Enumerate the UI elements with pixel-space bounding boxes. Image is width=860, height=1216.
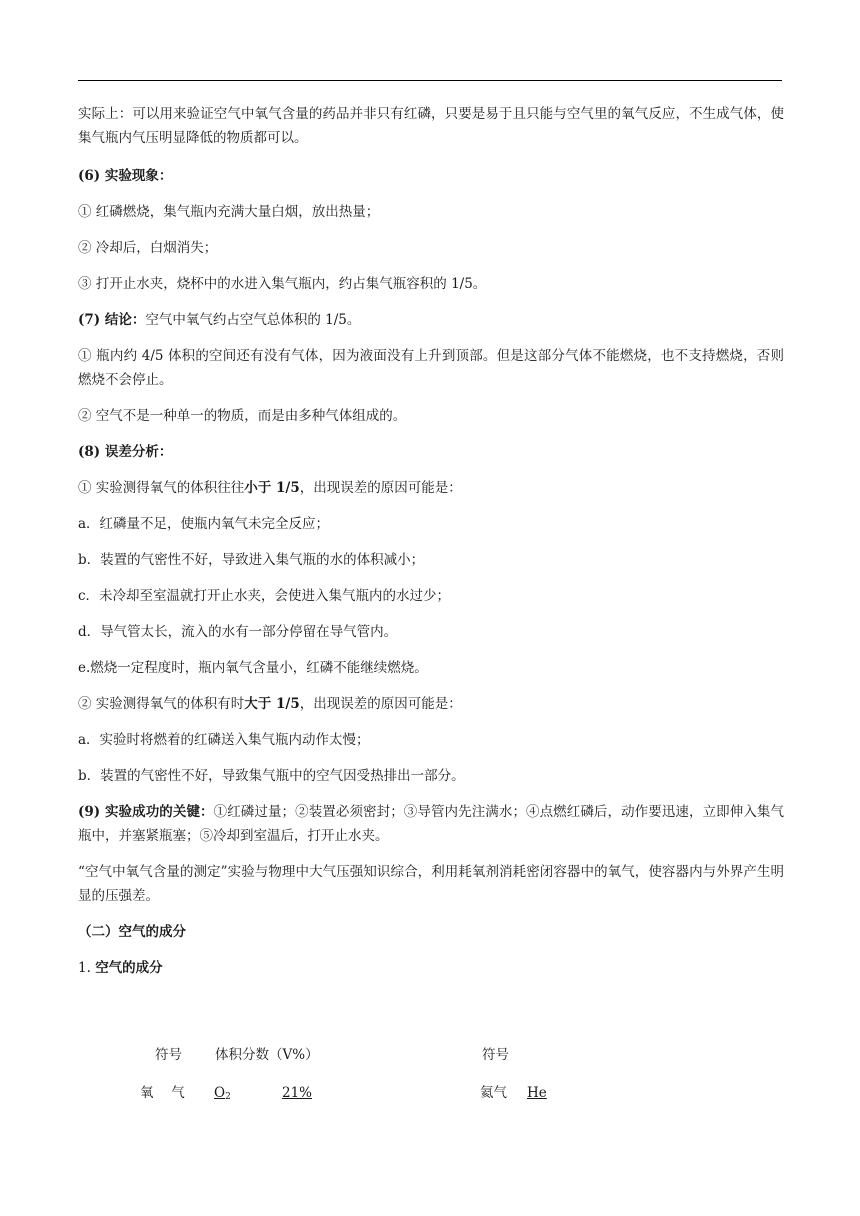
header-rule	[78, 80, 782, 81]
oxygen-symbol-subscript: 2	[225, 1092, 231, 1102]
error-reason-b: b．装置的气密性不好，导致进入集气瓶的水的体积减小；	[78, 552, 425, 568]
conclusion-2: ② 空气不是一种单一的物质，而是由多种气体组成的。	[78, 408, 407, 424]
row-helium-symbol: He	[527, 1085, 547, 1101]
error-more-reason-a: a．实验时将燃着的红磷送入集气瓶内动作太慢；	[78, 732, 370, 748]
row-oxygen-name: 氧 气	[140, 1085, 185, 1101]
error-reason-a: a．红磷量不足，使瓶内氧气未完全反应；	[78, 516, 330, 532]
heading-phenomena: (6) 实验现象：	[78, 168, 173, 184]
conclusion-1: ① 瓶内约 4/5 体积的空间还有没有气体，因为液面没有上升到顶部。但是这部分气体不能燃烧，也不支持燃烧，否则燃烧不会停止。	[78, 348, 784, 388]
success-keys	[78, 800, 784, 848]
oxygen-symbol-base: O	[214, 1085, 226, 1101]
document-body	[78, 102, 784, 980]
error-less-key: 小于 1/5	[244, 480, 300, 496]
error-less-suffix: ，出现误差的原因可能是：	[299, 480, 462, 496]
phenomenon-1: ① 红磷燃烧，集气瓶内充满大量白烟，放出热量；	[78, 204, 380, 220]
conclusion-line	[78, 308, 784, 332]
section-heading-air-composition: （二）空气的成分	[78, 924, 186, 940]
error-more-line	[78, 692, 784, 716]
error-more-reason-b: b．装置的气密性不好，导致集气瓶中的空气因受热排出一部分。	[78, 768, 465, 784]
subsection-title: 空气的成分	[95, 960, 163, 976]
error-more-key: 大于 1/5	[244, 696, 300, 712]
error-more-prefix: ② 实验测得氧气的体积有时	[78, 696, 245, 712]
col-header-symbol-2: 符号	[482, 1047, 509, 1063]
row-oxygen-volume: 21%	[282, 1085, 313, 1101]
phenomenon-2: ② 冷却后，白烟消失；	[78, 240, 218, 256]
col-header-symbol: 符号	[155, 1047, 182, 1063]
subsection-number: 1.	[78, 960, 91, 976]
error-reason-e: e.燃烧一定程度时，瓶内氧气含量小，红磷不能继续燃烧。	[78, 660, 428, 676]
paragraph-reagent-note: 实际上：可以用来验证空气中氧气含量的药品并非只有红磷，只要是易于且只能与空气里的氧气反应，不生成气体，使集气瓶内气压明显降低的物质都可以。	[78, 106, 784, 146]
row-helium-name: 氦气	[480, 1085, 507, 1101]
paragraph-physics-note: “空气中氧气含量的测定”实验与物理中大气压强知识综合，利用耗氧剂消耗密闭容器中的氧气，使容器内与外界产生明显的压强差。	[78, 864, 784, 904]
error-more-suffix: ，出现误差的原因可能是：	[299, 696, 462, 712]
error-reason-d: d．导气管太长，流入的水有一部分停留在导气管内。	[78, 624, 398, 640]
heading-conclusion: (7) 结论：	[78, 312, 146, 328]
heading-success-keys: (9) 实验成功的关键：	[78, 804, 214, 820]
conclusion-text: 空气中氧气约占空气总体积的 1/5。	[145, 312, 361, 328]
error-less-line	[78, 476, 784, 500]
subsection-heading	[78, 956, 784, 980]
error-reason-c: c．未冷却至室温就打开止水夹，会使进入集气瓶内的水过少；	[78, 588, 451, 604]
row-oxygen-symbol	[200, 1081, 245, 1109]
error-less-prefix: ① 实验测得氧气的体积往往	[78, 480, 245, 496]
heading-error-analysis: (8) 误差分析：	[78, 444, 173, 460]
success-keys-text: ①红磷过量；②装置必须密封；③导管内先注满水；④点燃红磷后，动作要迅速，立即伸入集气瓶中，并塞紧瓶塞；⑤冷却到室温后，打开止水夹。	[78, 804, 785, 844]
phenomenon-3: ③ 打开止水夹，烧杯中的水进入集气瓶内，约占集气瓶容积的 1/5。	[78, 276, 487, 292]
air-composition-table	[0, 1043, 860, 1123]
col-header-volume: 体积分数（V%）	[215, 1047, 319, 1063]
